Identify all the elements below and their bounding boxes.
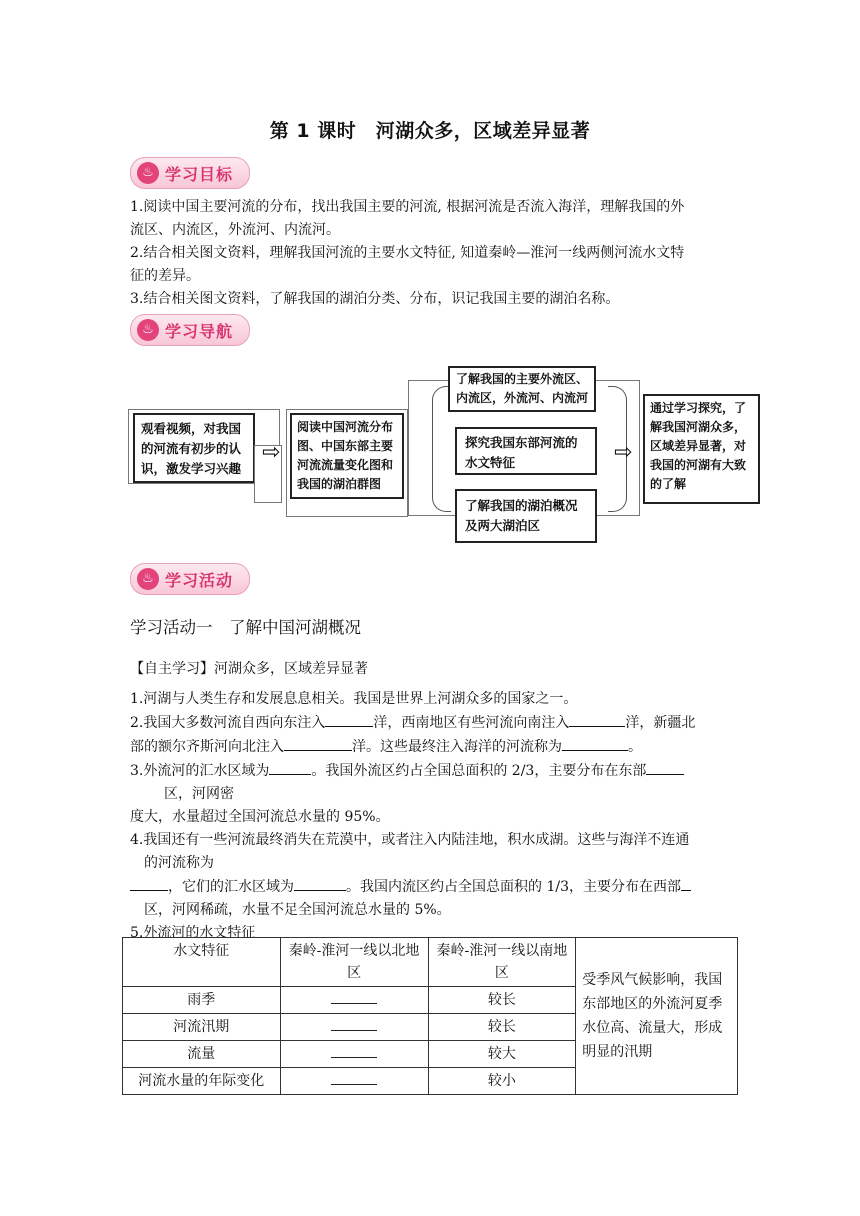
activity-subheading: 【自主学习】河湖众多，区域差异显著 [130,661,368,677]
answer-blank[interactable] [562,735,628,751]
table-cell: 河流水量的年际变化 [123,1068,281,1095]
goal-line: 3.结合相关图文资料，了解我国的湖泊分类、分布，识记我国主要的湖泊名称。 [130,291,620,307]
paragraph-1: 1.河湖与人类生存和发展息息相关。我国是世界上河湖众多的国家之一。 [130,691,578,707]
arrow-right-icon: ⇨ [614,440,633,465]
goal-line: 征的差异。 [130,268,200,284]
table-cell-blank[interactable] [280,1041,428,1068]
hydrology-table [122,937,738,1095]
flow-box-1: 观看视频，对我国的河流有初步的认识，激发学习兴趣 [133,413,255,483]
flow-box-3a: 了解我国的主要外流区、内流区，外流河、内流河 [448,366,596,412]
answer-blank[interactable] [681,875,691,891]
table-cell: 较长 [428,1014,576,1041]
goal-line: 2.结合相关图文资料，理解我国河流的主要水文特征, 知道秦岭—淮河一线两侧河流水文特 [130,245,685,261]
table-cell: 较大 [428,1041,576,1068]
answer-blank[interactable] [269,759,311,775]
paragraph-4: 4.我国还有一些河流最终消失在荒漠中，或者注入内陆洼地，积水成湖。这些与海洋不连通 [130,832,690,848]
answer-blank[interactable] [130,875,168,891]
paragraph-3: 3.外流河的汇水区域为 。我国外流区约占全国总面积的 2/3，主要分布在东部 [130,759,740,783]
answer-blank[interactable] [284,735,352,751]
badge-icon: ♨ [137,568,159,590]
table-header: 秦岭-淮河一线以南地区 [428,938,576,987]
activity-text [130,688,740,945]
paragraph-5: 5.外流河的水文特征 [130,925,256,941]
table-header-row [123,938,738,987]
table-cell: 流量 [123,1041,281,1068]
table-cell: 雨季 [123,987,281,1014]
flow-box-4: 通过学习探究，了解我国河湖众多，区域差异显著，对我国的河湖有大致的了解 [643,394,760,504]
section-badge-nav [130,314,250,346]
answer-blank[interactable] [294,875,346,891]
section-badge-activity [130,563,250,595]
paragraph-4-end: 区，河网稀疏，水量不足全国河流总水量的 5%。 [144,902,451,918]
badge-label: 学习目标 [165,165,234,184]
badge-label: 学习活动 [165,571,234,590]
table-cell: 较小 [428,1068,576,1095]
answer-blank[interactable] [569,711,625,727]
table-cell-blank[interactable] [280,1014,428,1041]
paragraph-3-end: 度大，水量超过全国河流总水量的 95%。 [130,809,390,825]
table-header: 秦岭-淮河一线以北地区 [280,938,428,987]
table-note: 受季风气候影响，我国东部地区的外流河夏季水位高、流量大，形成明显的汛期 [576,938,738,1095]
goal-line: 1.阅读中国主要河流的分布，找出我国主要的河流, 根据河流是否流入海洋，理解我国的外 [130,199,685,215]
table-cell-blank[interactable] [280,1068,428,1095]
badge-label: 学习导航 [165,322,234,341]
paragraph-4-c: ，它们的汇水区域为 。我国内流区约占全国总面积的 1/3，主要分布在西部 [130,875,740,899]
paragraph-4-b: 的河流称为 [144,855,214,871]
flow-box-2: 阅读中国河流分布图、中国东部主要河流流量变化图和我国的湖泊群图 [290,413,404,499]
answer-blank[interactable] [325,711,373,727]
section-badge-goals [130,157,250,189]
table-cell: 河流汛期 [123,1014,281,1041]
table-cell: 较长 [428,987,576,1014]
paragraph-2: 2.我国大多数河流自西向东注入 洋，西南地区有些河流向南注入 洋，新疆北 [130,711,740,735]
arrow-right-icon: ⇨ [262,440,281,465]
table-header: 水文特征 [123,938,281,987]
badge-icon: ♨ [137,319,159,341]
goals-text [130,196,740,311]
page-title: 第 1 课时 河湖众多，区域差异显著 [269,120,591,142]
table-cell-blank[interactable] [280,987,428,1014]
goal-line: 流区、内流区，外流河、内流河。 [130,222,340,238]
badge-icon: ♨ [137,162,159,184]
flow-box-3c: 了解我国的湖泊概况及两大湖泊区 [455,489,597,543]
activity-heading: 学习活动一 了解中国河湖概况 [130,618,361,637]
paragraph-3-cont: 区，河网密 [164,786,234,802]
answer-blank[interactable] [646,759,684,775]
paragraph-2-cont: 部的额尔齐斯河向北注入 洋。这些最终注入海洋的河流称为 。 [130,735,740,759]
flow-box-3b: 探究我国东部河流的水文特征 [455,427,597,475]
